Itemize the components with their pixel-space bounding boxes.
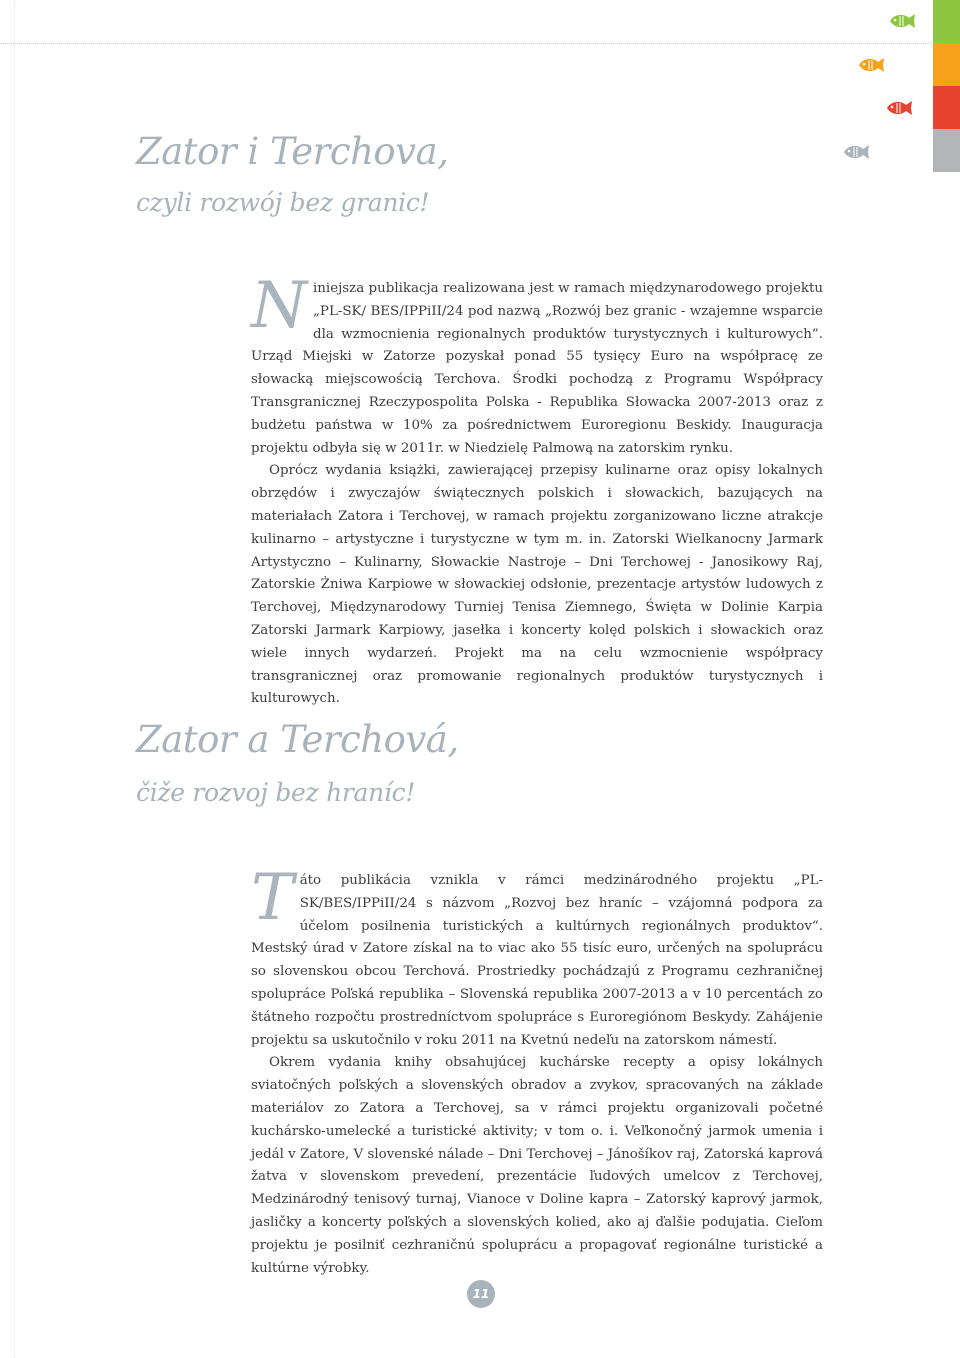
- tab-grey: [933, 129, 960, 172]
- sk-dropcap: T: [251, 861, 294, 935]
- fish-icon-orange: [857, 56, 885, 74]
- fish-icon-red: [885, 99, 913, 117]
- sk-paragraph-2: Okrem vydania knihy obsahujúcej kuchárske recepty a opisy lokálnych sviatočných poľských a slovenských obradov a zvykov, spracovaných na základe materiálov zo Zatora a Terchovej, sa v rámci projektu organizovali početné kuchársko-umelecké a turistické aktivity; v tom o. i. Veľkonočný jarmok umenia i jedál v Zatore, V slovenské nálade – Dni Terchovej – Jánošíkov raj, Zatorská kaprová žatva v slovenskom prevedení, prezentácie ľudových umelcov z Terchovej, Medzinárodný tenisový turnaj, Vianoce v Doline kapra – Zatorský kaprový jarmok, jasličky a koncerty poľských a slovenských kolied, ako aj ďalšie podujatia. Cieľom projektu je posilniť cezhraničnú spoluprácu a propagovať regionálne turistické a kultúrne výrobky.: [251, 1055, 823, 1276]
- page-number: 11: [467, 1280, 495, 1308]
- pl-subtitle: czyli rozwój bez granic!: [136, 188, 430, 217]
- tab-green: [933, 0, 960, 43]
- left-dotted-rule: [14, 0, 15, 1358]
- sk-paragraph-1-text: áto publikácia vznikla v rámci medzinárodného projektu „PL-SK/BES/IPPiII/24 s názvom „Rozvoj bez hraníc – vzájomná podpora za účelom posilnenia turistických a kultúrnych regionálnych produktov“. Mestský úrad v Zatore získal na to viac ako 55 tisíc euro, určených na spoluprácu so slovenskou obcou Terchová. Prostriedky pochádzajú z Programu cezhraničnej spolupráce Poľská republika – Slovenská republika 2007-2013 a v 10 percentách zo štátneho rozpočtu prostredníctvom spolupráce s Euroregiónom Beskydy. Zahájenie projektu sa uskutočnilo v roku 2011 na Kvetnú nedeľu na zatorskom námestí.: [251, 873, 823, 1048]
- sk-title: Zator a Terchová,: [136, 718, 459, 761]
- pl-paragraph-2: Oprócz wydania książki, zawierającej przepisy kulinarne oraz opisy lokalnych obrzędów i zwyczajów świątecznych polskich i słowackich, bazujących na materiałach Zatora i Terchovej, w ramach projektu zorganizowano liczne atrakcje kulinarno – artystyczne i turystyczne w tym m. in. Zatorski Wielkanocny Jarmark Artystyczno – Kulinarny, Słowackie Nastroje – Dni Terchowej - Janosikowy Raj, Zatorskie Żniwa Karpiowe w słowackiej odsłonie, prezentacje artystów ludowych z Terchovej, Międzynarodowy Turniej Tenisa Ziemnego, Święta w Dolinie Karpia Zatorski Jarmark Karpiowy, jasełka i koncerty kolęd polskich i słowackich oraz wiele innych wydarzeń. Projekt ma na celu wzmocnienie współpracy transgranicznej oraz promowanie regionalnych produktów turystycznych i kulturowych.: [251, 463, 823, 707]
- tab-orange: [933, 43, 960, 86]
- top-dotted-rule: [0, 43, 932, 44]
- pl-title: Zator i Terchova,: [136, 130, 449, 173]
- pl-paragraph-1-text: iniejsza publikacja realizowana jest w ramach międzynarodowego projektu „PL-SK/ BES/IPPiII/24 pod nazwą „Rozwój bez granic - wzajemne wsparcie dla wzmocnienia regionalnych produktów turystycznych i kulturowych”. Urząd Miejski w Zatorze pozyskał ponad 55 tysięcy Euro na współpracę ze słowacką miejscowością Terchova. Środki pochodzą z Programu Współpracy Transgranicznej Rzeczypospolita Polska - Republika Słowacka 2007-2013 oraz z budżetu państwa w 10% za pośrednictwem Euroregionu Beskidy. Inauguracja projektu odbyła się w 2011r. w Niedzielę Palmową na zatorskim rynku.: [251, 281, 823, 456]
- fish-icon-grey: [842, 143, 870, 161]
- pl-paragraph-1: [251, 269, 823, 460]
- fish-icon-green: [888, 12, 916, 30]
- pl-article: [251, 269, 823, 711]
- color-tabs: [933, 0, 960, 172]
- sk-subtitle: čiže rozvoj bez hraníc!: [136, 778, 416, 807]
- tab-red: [933, 86, 960, 129]
- sk-paragraph-1: [251, 861, 823, 1052]
- pl-dropcap: N: [251, 269, 307, 343]
- sk-article: [251, 861, 823, 1280]
